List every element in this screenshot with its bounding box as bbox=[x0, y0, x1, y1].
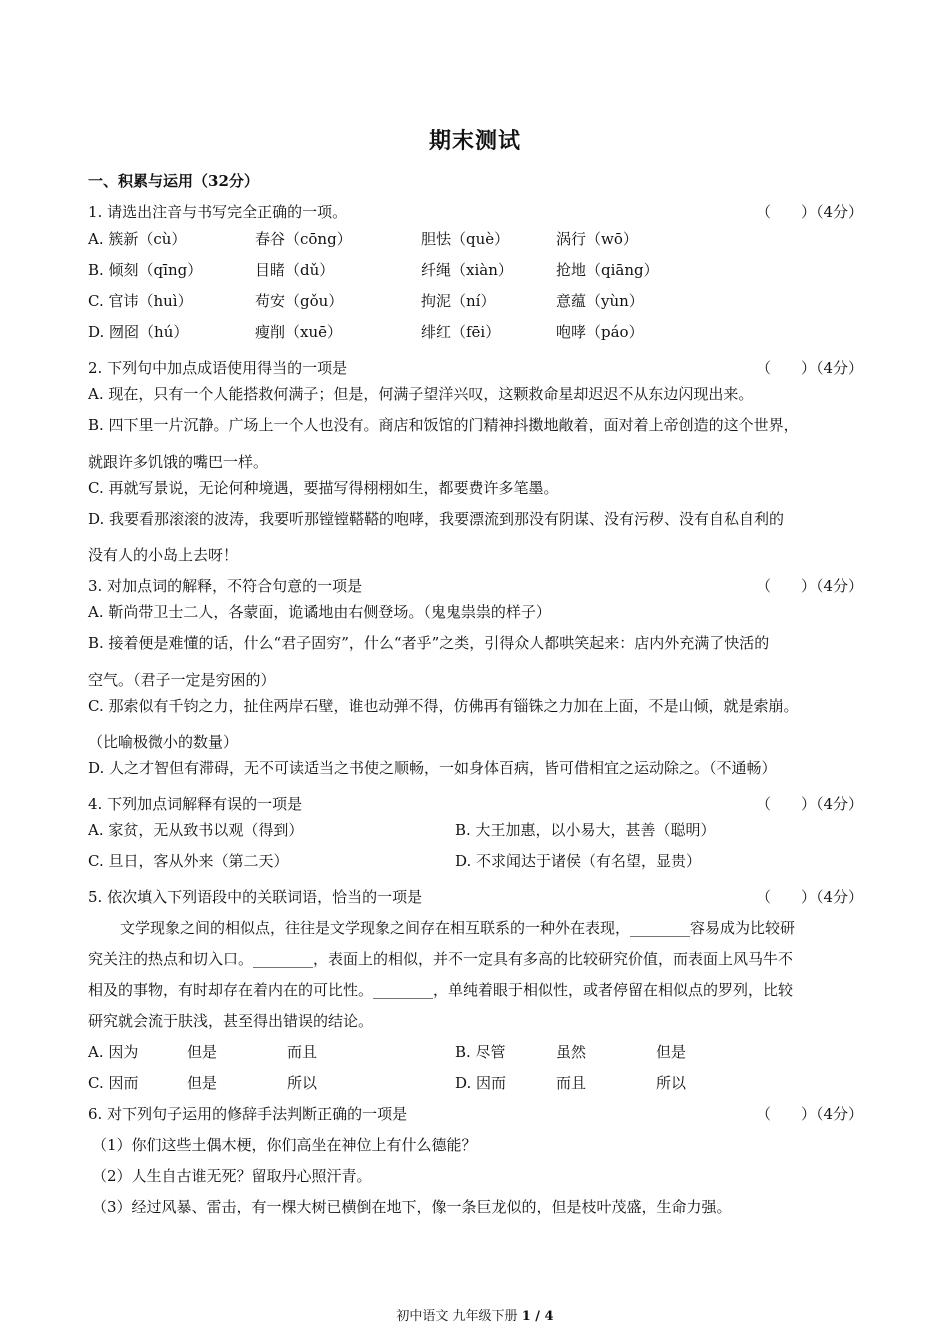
q5-c-3: 所以 bbox=[287, 1074, 318, 1092]
q4-option-a: A. 家贫，无从致书以观（得到） bbox=[88, 821, 304, 839]
q1-b-2: 目睹（dǔ） bbox=[255, 261, 335, 279]
q1-a-4: 涡行（wō） bbox=[556, 230, 638, 248]
q5-d-3: 所以 bbox=[656, 1074, 687, 1092]
q6-sentence-2: （2）人生自古谁无死？留取丹心照汗青。 bbox=[92, 1167, 372, 1185]
q3-option-b-line1: B. 接着便是难懂的话，什么“君子固穷”，什么“者乎”之类，引得众人都哄笑起来：店内外充满了快活的 bbox=[88, 634, 770, 652]
q6-stem: 6. 对下列句子运用的修辞手法判断正确的一项是 bbox=[88, 1105, 408, 1123]
q1-a-2: 春谷（cōng） bbox=[255, 230, 352, 248]
q1-d-4: 咆哮（páo） bbox=[556, 323, 644, 341]
q5-passage-line2: 究关注的热点和切入口。________，表面上的相似，并不一定具有多高的比较研究价值，而表面上风马牛不 bbox=[88, 950, 794, 968]
q5-b-1: B. 尽管 bbox=[455, 1043, 506, 1061]
q1-c-2: 苟安（gǒu） bbox=[255, 292, 344, 310]
q2-score: （ ）（4分） bbox=[755, 359, 863, 377]
q1-d-1: D. 囫囵（hú） bbox=[88, 323, 189, 341]
q5-stem: 5. 依次填入下列语段中的关联词语，恰当的一项是 bbox=[88, 888, 423, 906]
q5-b-3: 但是 bbox=[656, 1043, 687, 1061]
q6-score: （ ）（4分） bbox=[755, 1105, 863, 1123]
q3-score: （ ）（4分） bbox=[755, 577, 863, 595]
q5-a-1: A. 因为 bbox=[88, 1043, 139, 1061]
q3-option-c-line1: C. 那索似有千钧之力，扯住两岸石壁，谁也动弹不得，仿佛再有锱铢之力加在上面，不是山倾，就是索崩。 bbox=[88, 697, 799, 715]
q4-stem: 4. 下列加点词解释有误的一项是 bbox=[88, 795, 303, 813]
q5-passage-line4: 研究就会流于肤浅，甚至得出错误的结论。 bbox=[88, 1012, 374, 1030]
q1-b-3: 纤绳（xiàn） bbox=[421, 261, 513, 279]
q4-option-d: D. 不求闻达于诸侯（有名望，显贵） bbox=[455, 852, 702, 870]
q3-option-c-line2: （比喻极微小的数量） bbox=[88, 733, 239, 751]
q2-option-d-line2: 没有人的小岛上去呀！ bbox=[88, 546, 239, 564]
q1-b-1: B. 倾刻（qīng） bbox=[88, 261, 203, 279]
q5-d-1: D. 因而 bbox=[455, 1074, 507, 1092]
q1-c-4: 意蕴（yùn） bbox=[556, 292, 644, 310]
q5-passage-line3: 相及的事物，有时却存在着内在的可比性。________，单纯着眼于相似性，或者停留在相似点的罗列，比较 bbox=[88, 981, 794, 999]
q6-sentence-1: （1）你们这些土偶木梗，你们高坐在神位上有什么德能？ bbox=[92, 1136, 477, 1154]
q3-option-a: A. 靳尚带卫士二人，各蒙面，诡谲地由右侧登场。（鬼鬼祟祟的样子） bbox=[88, 603, 551, 621]
q2-option-a: A. 现在，只有一个人能搭救何满子；但是，何满子望洋兴叹，这颗救命星却迟迟不从东边闪现出来。 bbox=[88, 385, 754, 403]
q2-option-d-line1: D. 我要看那滚滚的波涛，我要听那镗镗鞳鞳的咆哮，我要漂流到那没有阴谋、没有污秽、没有自私自利的 bbox=[88, 510, 785, 528]
q1-score: （ ）（4分） bbox=[755, 203, 863, 221]
q5-score: （ ）（4分） bbox=[755, 888, 863, 906]
q1-c-3: 拘泥（ní） bbox=[421, 292, 496, 310]
q2-option-b-line2: 就跟许多饥饿的嘴巴一样。 bbox=[88, 453, 269, 471]
page-title: 期末测试 bbox=[428, 128, 521, 154]
page-number: 1 / 4 bbox=[521, 1309, 554, 1324]
q2-option-c: C. 再就写景说，无论何种境遇，要描写得栩栩如生，都要费许多笔墨。 bbox=[88, 479, 559, 497]
q1-a-3: 胆怯（què） bbox=[421, 230, 510, 248]
q3-stem: 3. 对加点词的解释，不符合句意的一项是 bbox=[88, 577, 363, 595]
q2-option-b-line1: B. 四下里一片沉静。广场上一个人也没有。商店和饭馆的门精神抖擞地敞着，面对着上帝创造的这个世界， bbox=[88, 416, 799, 434]
q1-a-1: A. 簇新（cù） bbox=[88, 230, 187, 248]
page-footer bbox=[0, 1305, 950, 1324]
q3-option-b-line2: 空气。（君子一定是穷困的） bbox=[88, 671, 276, 689]
q4-score: （ ）（4分） bbox=[755, 795, 863, 813]
section-heading: 一、积累与运用（32分） bbox=[88, 172, 259, 190]
q4-option-b: B. 大王加惠，以小易大，甚善（聪明） bbox=[455, 821, 716, 839]
q5-c-2: 但是 bbox=[187, 1074, 218, 1092]
q5-d-2: 而且 bbox=[556, 1074, 587, 1092]
footer-course: 初中语文 九年级下册 bbox=[396, 1309, 518, 1324]
q5-b-2: 虽然 bbox=[556, 1043, 587, 1061]
q5-passage-line1: 文学现象之间的相似点，往往是文学现象之间存在相互联系的一种外在表现，________容易成为比较研 bbox=[120, 919, 796, 937]
q4-option-c: C. 旦日，客从外来（第二天） bbox=[88, 852, 289, 870]
q1-c-1: C. 官讳（huì） bbox=[88, 292, 193, 310]
q1-d-2: 瘦削（xuē） bbox=[255, 323, 342, 341]
q5-a-3: 而且 bbox=[287, 1043, 318, 1061]
q1-b-4: 抢地（qiāng） bbox=[556, 261, 659, 279]
q1-d-3: 绯红（fēi） bbox=[421, 323, 501, 341]
q2-stem: 2. 下列句中加点成语使用得当的一项是 bbox=[88, 359, 348, 377]
q3-option-d: D. 人之才智但有滞碍，无不可读适当之书使之顺畅，一如身体百病，皆可借相宜之运动除之。（不通畅） bbox=[88, 759, 777, 777]
q5-c-1: C. 因而 bbox=[88, 1074, 139, 1092]
q5-a-2: 但是 bbox=[187, 1043, 218, 1061]
q6-sentence-3: （3）经过风暴、雷击，有一棵大树已横倒在地下，像一条巨龙似的，但是枝叶茂盛，生命力强。 bbox=[92, 1198, 732, 1216]
q1-stem: 1. 请选出注音与书写完全正确的一项。 bbox=[88, 203, 348, 221]
